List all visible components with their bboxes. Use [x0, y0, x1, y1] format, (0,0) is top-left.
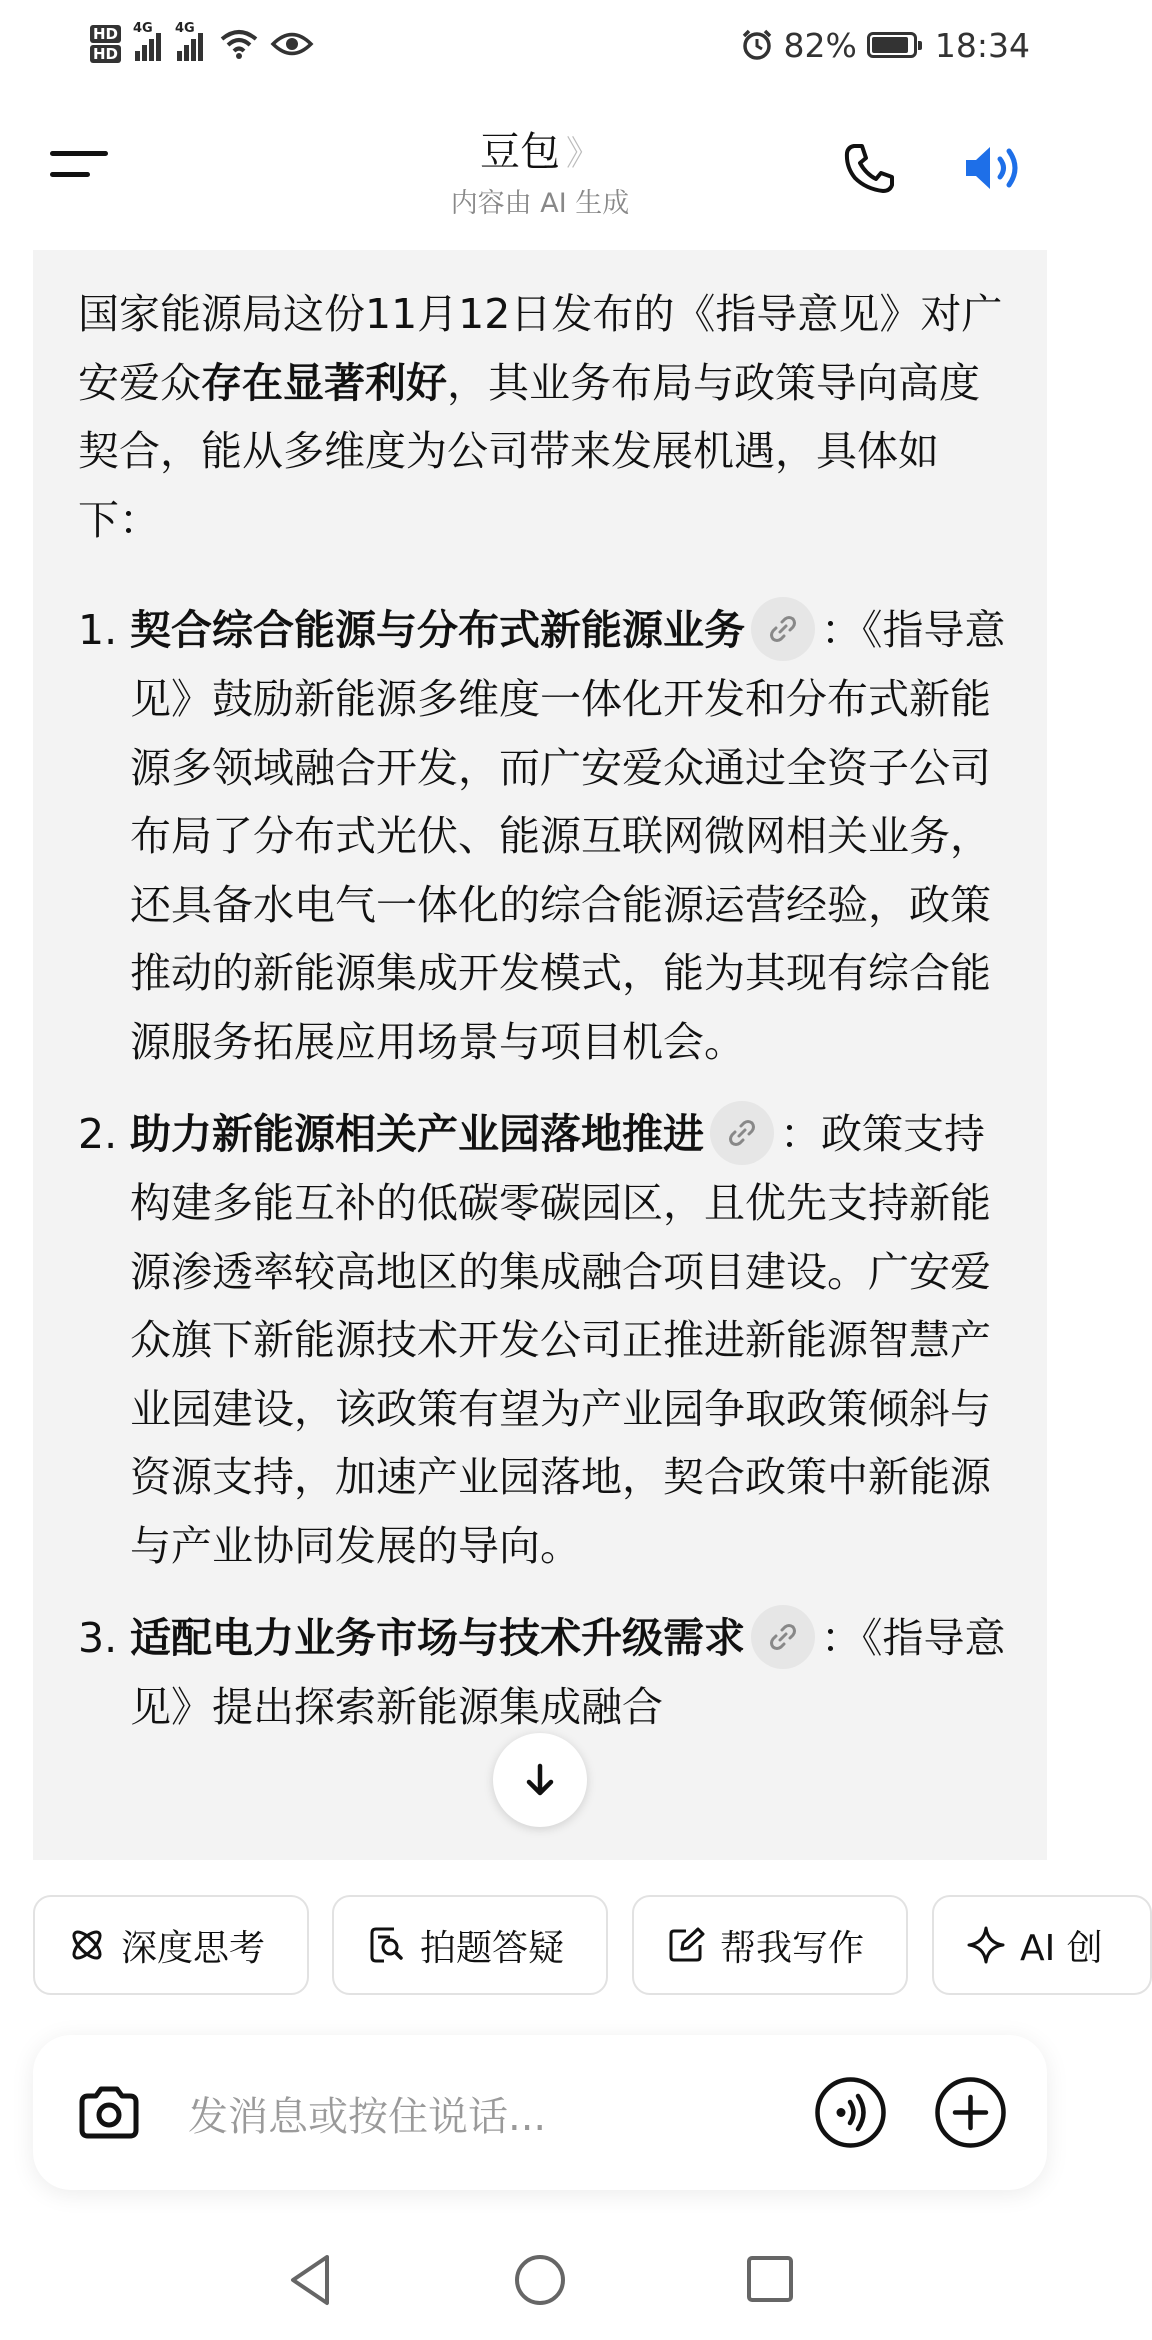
eye-icon — [271, 29, 313, 59]
hd-label-2: HD — [90, 45, 121, 63]
chip-help-write[interactable] — [632, 1895, 908, 1995]
network-type-1: 4G — [133, 21, 153, 36]
arrow-down-icon — [520, 1760, 560, 1800]
title-area[interactable] — [340, 120, 740, 220]
menu-button[interactable] — [50, 145, 110, 185]
chevron-right-icon: 》 — [566, 134, 600, 174]
intro-text-2: ，其业务布局与政策导向高度契合，能从多维度为公司带来发展机遇，具体如下： — [78, 358, 980, 544]
camera-icon[interactable] — [76, 2080, 142, 2146]
chip-label: 深度思考 — [121, 1927, 266, 1969]
menu-icon — [50, 151, 108, 156]
menu-icon-line — [50, 172, 90, 177]
quick-actions — [33, 1895, 1103, 2000]
chip-label: AI 创 — [1020, 1927, 1103, 1969]
back-icon[interactable] — [285, 2252, 335, 2308]
list-body: 政策支持构建多能互补的低碳零碳园区，且优先支持新能源渗透率较高地区的集成融合项目建设。广安爱众旗下新能源技术开发公司正推进新能源智慧产业园建设，该政策有望为产业园争取政策倾斜与资源支持，加速产业园落地，契合政策中新能源与产业协同发展的导向。 — [130, 1110, 991, 1570]
link-icon — [767, 613, 799, 645]
list-item — [78, 1100, 1008, 1580]
scroll-to-bottom-button[interactable] — [493, 1733, 587, 1827]
wifi-icon — [219, 27, 259, 61]
bot-name: 豆包 — [480, 129, 560, 175]
status-bar — [0, 0, 1080, 90]
list-body: 《指导意见》鼓励新能源多维度一体化开发和分布式新能源多领域融合开发，而广安爱众通过全资子公司布局了分布式光伏、能源互联网微网相关业务，还具备水电气一体化的综合能源运营经验，政策推动的新能源集成开发模式，能为其现有综合能源服务拓展应用场景与项目机会。 — [130, 606, 1006, 1066]
source-link-button[interactable] — [751, 597, 815, 661]
hd-label-1: HD — [90, 25, 121, 43]
network-type-2: 4G — [175, 21, 195, 36]
chip-deep-think[interactable] — [33, 1895, 309, 1995]
link-icon — [726, 1117, 758, 1149]
system-nav-bar — [0, 2240, 1080, 2340]
plus-icon[interactable] — [933, 2075, 1008, 2150]
message-intro — [78, 280, 1008, 554]
message-content — [78, 280, 1008, 1766]
sparkle-icon — [966, 1925, 1006, 1965]
message-input[interactable]: 发消息或按住说话... — [188, 2094, 547, 2140]
status-left — [90, 14, 313, 74]
list-heading: 适配电力业务市场与技术升级需求 — [130, 1614, 745, 1662]
status-right — [740, 20, 1030, 70]
list-number: 1. — [78, 606, 118, 654]
home-icon[interactable] — [512, 2252, 568, 2308]
voice-call-icon[interactable] — [813, 2075, 888, 2150]
chat-header — [0, 95, 1080, 245]
recent-apps-icon[interactable] — [745, 2254, 795, 2304]
ai-disclaimer: 内容由 AI 生成 — [450, 188, 630, 219]
source-link-button[interactable] — [710, 1101, 774, 1165]
clock: 18:34 — [934, 25, 1030, 65]
signal-icon-1 — [133, 21, 161, 61]
battery-percent: 82% — [783, 25, 857, 65]
list-separator: ： — [821, 1614, 862, 1662]
intro-text-1: 国家能源局这份11月12日发布的《指导意见》对广安爱众 — [78, 290, 1003, 407]
page-title — [340, 120, 740, 177]
link-icon — [767, 1621, 799, 1653]
list-item — [78, 1604, 1008, 1742]
list-number: 2. — [78, 1110, 118, 1158]
phone-call-button[interactable] — [840, 138, 900, 198]
signal-icon-2 — [175, 21, 203, 61]
atom-icon — [67, 1925, 107, 1965]
photo-search-icon — [366, 1925, 406, 1965]
message-input-bar — [33, 2035, 1047, 2190]
edit-icon — [666, 1925, 706, 1965]
list-body: 《指导意见》提出探索新能源集成融合 — [130, 1614, 1006, 1731]
chip-label: 帮我写作 — [720, 1927, 865, 1969]
alarm-icon — [740, 28, 774, 62]
speaker-button[interactable] — [960, 138, 1030, 198]
list-separator: ： — [780, 1110, 821, 1158]
hd-indicator — [90, 25, 121, 63]
source-link-button[interactable] — [751, 1605, 815, 1669]
list-heading: 契合综合能源与分布式新能源业务 — [130, 606, 745, 654]
intro-highlight: 存在显著利好 — [201, 358, 447, 407]
list-number: 3. — [78, 1614, 118, 1662]
chip-photo-question[interactable] — [332, 1895, 608, 1995]
chip-label: 拍题答疑 — [420, 1927, 565, 1969]
chip-ai-create[interactable] — [932, 1895, 1152, 1995]
ai-message-bubble — [33, 250, 1047, 1860]
list-separator: ： — [821, 606, 862, 654]
list-item — [78, 596, 1008, 1076]
battery-icon — [867, 32, 917, 58]
list-heading: 助力新能源相关产业园落地推进 — [130, 1110, 704, 1158]
